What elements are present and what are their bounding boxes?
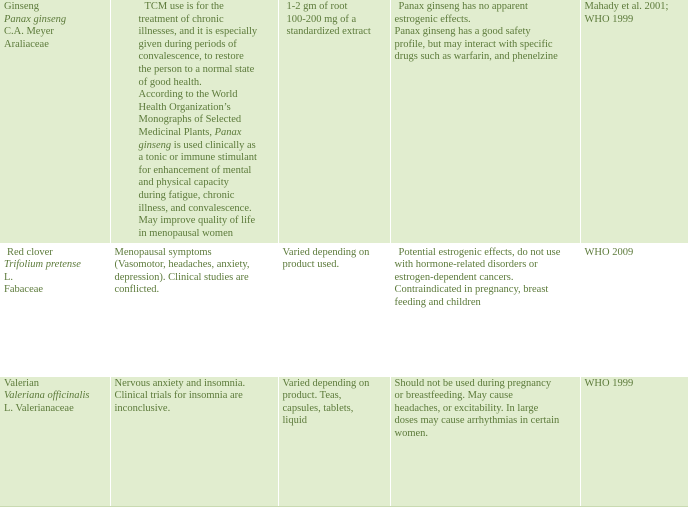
use-text-line: TCM use is for the: [144, 1, 224, 12]
use-latin-fragment: Panax: [214, 126, 242, 138]
use-text-line: of good health.: [138, 76, 202, 88]
safety-text-line: Panax ginseng has a good safety: [394, 26, 531, 38]
dose-text-line: product used.: [282, 259, 340, 271]
reference-text-line: Mahady et al. 2001;: [584, 1, 669, 12]
herb-family: L. Valerianaceae: [4, 402, 74, 414]
herb-latin-name: Valeriana officinalis: [4, 390, 90, 402]
use-text-line: the person to a normal state: [138, 63, 255, 75]
use-text-line: depression). Clinical studies are: [114, 271, 249, 283]
dose-text-line: liquid: [282, 415, 308, 427]
use-text-line: Monographs of Selected: [138, 114, 242, 126]
reference-text-line: WHO 1999: [584, 13, 634, 25]
table-row: [0, 243, 688, 376]
herb-latin-name: Panax ginseng: [4, 13, 67, 25]
use-text-line: illnesses, and it is especially: [138, 26, 258, 38]
table-row: [0, 376, 688, 506]
herb-author: C.A. Meyer: [4, 26, 54, 38]
use-text-line: for enhancement of mental: [138, 164, 252, 176]
use-text-line: illness, and convalescence.: [138, 202, 252, 214]
herb-cell: [0, 376, 110, 506]
use-text-line: Clinical trials for insomnia are: [114, 390, 243, 402]
reference-cell: [580, 0, 688, 243]
use-text-line: convalescence, to restore: [138, 51, 244, 63]
use-text-line: May improve quality of life: [138, 215, 256, 227]
herb-common-name: Valerian: [4, 377, 39, 389]
safety-text-line: women.: [394, 427, 429, 439]
reference-text-line: WHO 2009: [584, 246, 634, 258]
use-text-line: and physical capacity: [138, 177, 229, 189]
use-cell: [110, 0, 278, 243]
dose-text-line: Varied depending on: [282, 377, 370, 389]
safety-text-line: estrogen-dependent cancers.: [394, 271, 514, 283]
dose-text-line: Varied depending on: [282, 246, 370, 258]
use-text-line: According to the World: [138, 89, 238, 101]
safety-cell: [390, 376, 580, 506]
dose-text-line: product. Teas,: [282, 390, 342, 402]
safety-text-line: profile, but may interact with specific: [394, 38, 553, 50]
dose-text-line: 1-2 gm of root: [286, 1, 348, 12]
safety-text-line: headaches, or excitability. In large: [394, 402, 539, 414]
use-text-line: [139, 127, 274, 140]
use-cell: [110, 376, 278, 506]
use-cell: [110, 243, 278, 376]
reference-text-line: WHO 1999: [584, 377, 634, 389]
use-text-line: (Vasomotor, headaches, anxiety,: [114, 259, 250, 271]
dose-text-line: 100-200 mg of a: [286, 13, 357, 25]
herb-author: L.: [4, 271, 14, 283]
safety-text-line: Panax ginseng has no apparent: [398, 1, 528, 12]
use-text-line: a tonic or immune stimulant: [138, 152, 257, 164]
safety-text-line: or breastfeeding. May cause: [394, 390, 513, 402]
dose-text-line: capsules, tablets,: [282, 402, 354, 414]
herb-latin-name: Trifolium pretense: [4, 259, 81, 271]
use-latin-fragment: ginseng: [138, 139, 172, 151]
safety-text-line: drugs such as warfarin, and phenelzine: [394, 51, 558, 63]
use-text-line: Health Organization’s: [138, 101, 231, 113]
use-text-line: during fatigue, chronic: [138, 189, 235, 201]
safety-text-line: feeding and children: [394, 296, 481, 308]
dose-text-line: standardized extract: [286, 26, 371, 38]
herb-family: Fabaceae: [4, 284, 44, 296]
herb-common-name: Ginseng: [4, 1, 39, 12]
herb-cell: [0, 0, 110, 243]
safety-text-line: Contraindicated in pregnancy, breast: [394, 284, 549, 296]
dose-cell: [278, 243, 390, 376]
safety-text-line: Potential estrogenic effects, do not use: [398, 246, 561, 258]
herb-cell: [0, 243, 110, 376]
reference-cell: [580, 376, 688, 506]
reference-cell: [580, 243, 688, 376]
safety-cell: [390, 0, 580, 243]
herb-family: Araliaceae: [4, 38, 49, 50]
use-text-line: given during periods of: [138, 38, 237, 50]
safety-cell: [390, 243, 580, 376]
use-text-line: in menopausal women: [138, 227, 233, 239]
use-text-fragment: Medicinal Plants,: [138, 126, 215, 138]
use-text-line: conflicted.: [114, 284, 160, 296]
use-text-line: [139, 140, 274, 153]
dose-cell: [278, 376, 390, 506]
table-bottom-border: [0, 506, 688, 507]
safety-text-line: estrogenic effects.: [394, 13, 471, 25]
use-text-line: Nervous anxiety and insomnia.: [114, 377, 246, 389]
herb-common-name: Red clover: [7, 246, 53, 258]
safety-text-line: with hormone-related disorders or: [394, 259, 538, 271]
dose-cell: [278, 0, 390, 243]
use-text-line: Menopausal symptoms: [114, 246, 212, 258]
use-text-line: inconclusive.: [114, 402, 171, 414]
table-row: [0, 0, 688, 243]
safety-text-line: doses may cause arrhythmias in certain: [394, 415, 560, 427]
use-text-fragment: is used clinically as: [171, 139, 256, 151]
safety-text-line: Should not be used during pregnancy: [394, 377, 552, 389]
use-text-line: treatment of chronic: [138, 13, 224, 25]
